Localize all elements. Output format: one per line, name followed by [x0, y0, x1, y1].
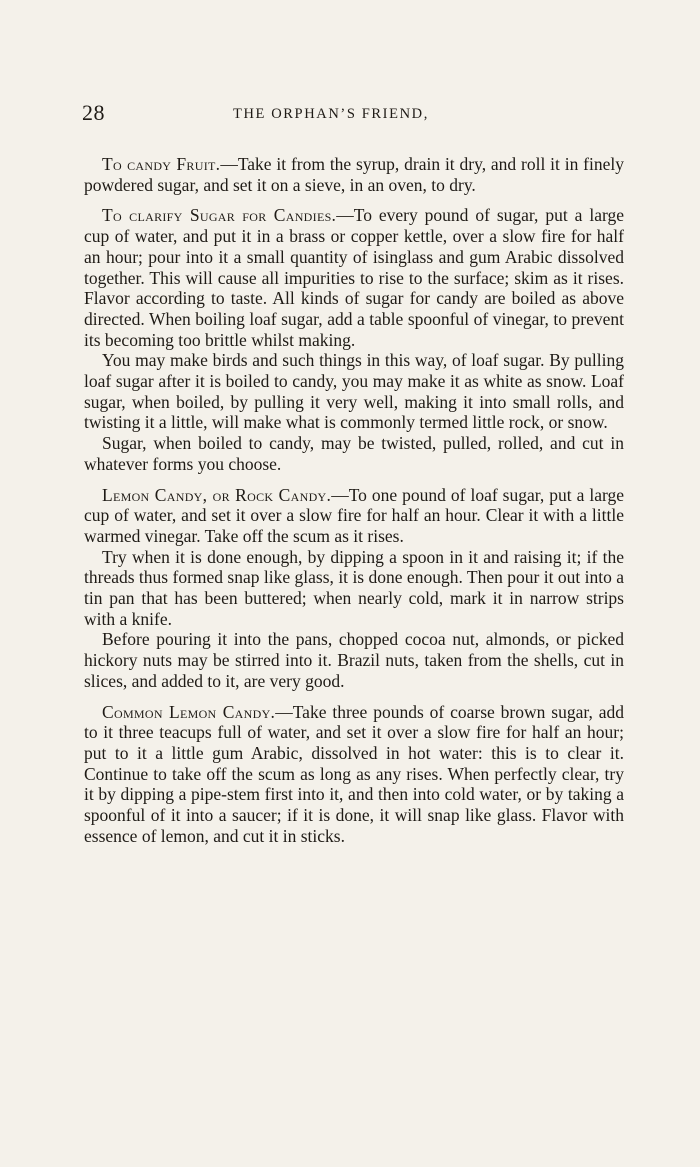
- paragraph-text: —To every pound of sugar, put a large cup of water, and put it in a brass or copper kettle, over a slow fire for half an hour; pour into it a small quantity of isinglass and gum Arabic dissolved together. This will cause all impurities to rise to the surface; skim as it rises. Flavor according to taste. All kinds of sugar for candy are boiled as above directed. When boiling loaf sugar, add a table spoonful of vinegar, to prevent its becoming too brittle whilst making.: [84, 205, 624, 350]
- paragraph-sugar-twisted: [84, 433, 624, 474]
- recipe-heading: Common Lemon Candy.: [102, 701, 276, 722]
- paragraph-clarify-sugar: [84, 205, 624, 350]
- body-text: [84, 154, 624, 847]
- paragraph-lemon-candy: [84, 485, 624, 547]
- paragraph-try-done: [84, 547, 624, 630]
- paragraph-text: —Take it from the syrup, drain it dry, and roll it in finely powdered sugar, and set it on a sieve, in an oven, to dry.: [84, 154, 624, 195]
- running-title: THE ORPHAN’S FRIEND,: [233, 106, 429, 122]
- recipe-heading: To candy Fruit.: [102, 154, 221, 174]
- recipe-heading: Lemon Candy, or Rock Candy.: [102, 484, 332, 505]
- paragraph-common-lemon-candy: [84, 702, 624, 847]
- paragraph-birds: [84, 350, 624, 433]
- paragraph-text: Before pouring it into the pans, chopped cocoa nut, almonds, or picked hickory nuts may be stirred into it. Brazil nuts, taken from the shells, cut in slices, and added to it, are very good.: [84, 629, 624, 691]
- paragraph-candy-fruit: [84, 154, 624, 195]
- recipe-heading: To clarify Sugar for Candies.: [102, 205, 337, 226]
- paragraph-text: Try when it is done enough, by dipping a spoon in it and raising it; if the threads thus formed snap like glass, it is done enough. Then pour it out into a tin pan that has been buttered; when nearly cold, mark it in narrow strips with a knife.: [84, 546, 624, 629]
- paragraph-text: —Take three pounds of coarse brown sugar, add to it three teacups full of water, and set it over a slow fire for half an hour; put to it a little gum Arabic, dissolved in hot water: this is to clear it. Continue to take off the scum as long as any rises. When perfectly clear, try it by dipping a pipe-stem first into it, and then into cold water, or by taking a spoonful of it into a saucer; if it is done, it will snap like glass. Flavor with essence of lemon, and cut it in sticks.: [84, 701, 624, 846]
- paragraph-text: Sugar, when boiled to candy, may be twisted, pulled, rolled, and cut in whatever forms you choose.: [84, 433, 624, 474]
- paragraph-before-pouring: [84, 629, 624, 691]
- paragraph-text: —To one pound of loaf sugar, put a large cup of water, and set it over a slow fire for half an hour. Clear it with a little warmed vinegar. Take off the scum as it rises.: [84, 484, 624, 546]
- paragraph-text: You may make birds and such things in this way, of loaf sugar. By pulling loaf sugar after it is boiled to candy, you may make it as white as snow. Loaf sugar, when boiled, by pulling it very well, making it into small rolls, and twisting it a little, will make what is commonly termed little rock, or snow.: [84, 350, 624, 433]
- page-number: 28: [82, 100, 105, 125]
